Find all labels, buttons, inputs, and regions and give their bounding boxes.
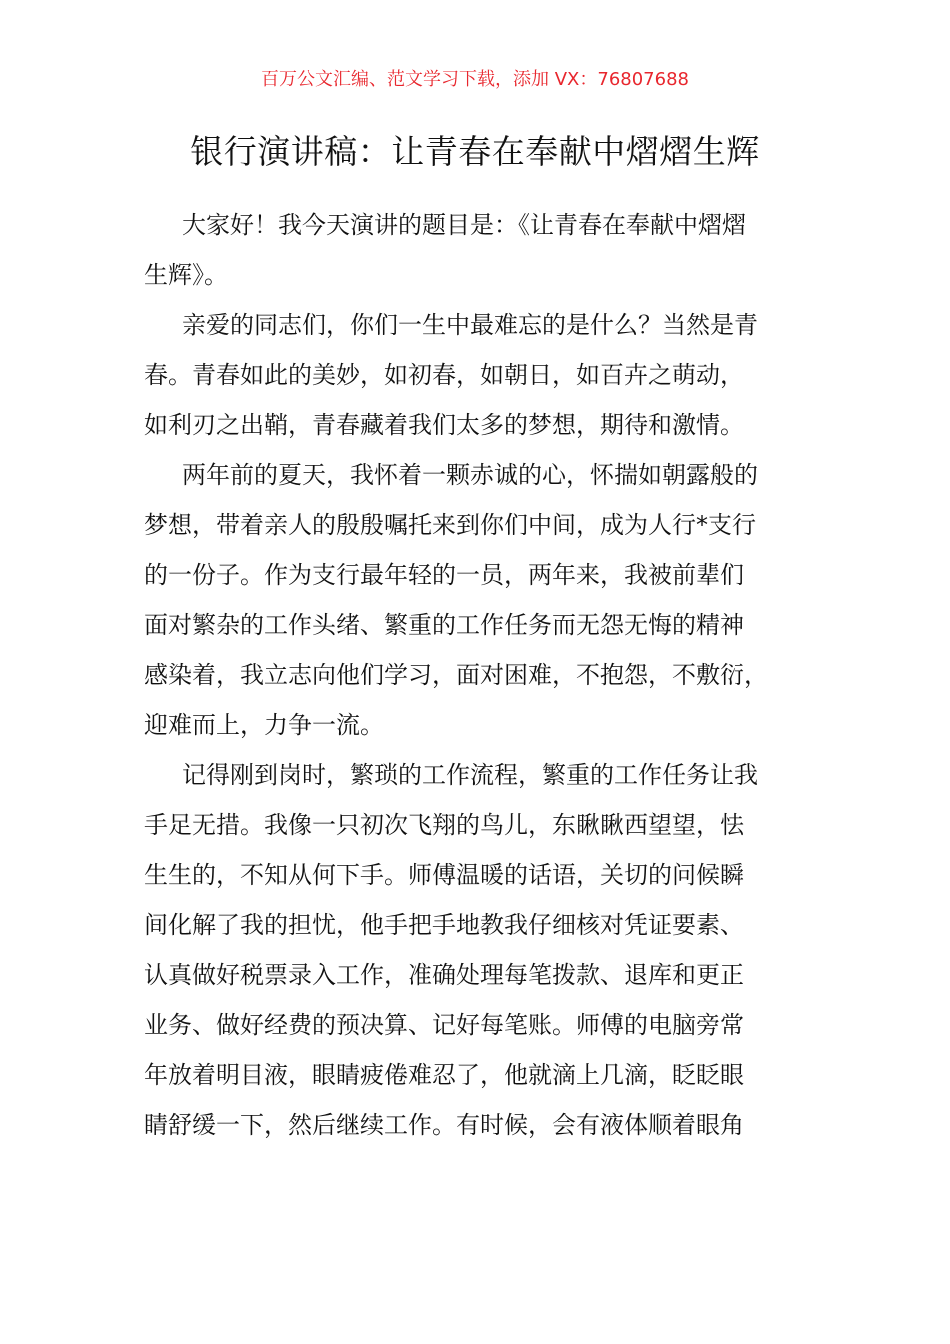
- body-line: 的一份子。作为支行最年轻的一员，两年来，我被前辈们: [144, 561, 744, 589]
- body-line: 手足无措。我像一只初次飞翔的鸟儿，东瞅瞅西望望，怯: [144, 811, 744, 839]
- body-line: 感染着，我立志向他们学习，面对困难，不抱怨，不敷衍，: [144, 661, 768, 689]
- body-line: 年放着明目液，眼睛疲倦难忍了，他就滴上几滴，眨眨眼: [144, 1061, 744, 1089]
- body-line: 两年前的夏天，我怀着一颗赤诚的心，怀揣如朝露般的: [182, 461, 758, 489]
- body-line: 如利刃之出鞘，青春藏着我们太多的梦想，期待和激情。: [144, 411, 744, 439]
- body-line: 生生的，不知从何下手。师傅温暖的话语，关切的问候瞬: [144, 861, 744, 889]
- body-line: 春。青春如此的美妙，如初春，如朝日，如百卉之萌动，: [144, 361, 744, 389]
- body-line: 睛舒缓一下，然后继续工作。有时候，会有液体顺着眼角: [144, 1111, 744, 1139]
- body-line: 迎难而上，力争一流。: [144, 711, 384, 739]
- body-line: 业务、做好经费的预决算、记好每笔账。师傅的电脑旁常: [144, 1011, 744, 1039]
- document-title: 银行演讲稿：让青春在奉献中熠熠生辉: [190, 132, 760, 171]
- body-line: 大家好！我今天演讲的题目是：《让青春在奉献中熠熠: [182, 211, 746, 239]
- body-line: 面对繁杂的工作头绪、繁重的工作任务而无怨无悔的精神: [144, 611, 744, 639]
- document-body: [144, 200, 814, 1150]
- header-watermark-note: 百万公文汇编、范文学习下载，添加 VX：76807688: [261, 69, 689, 90]
- body-line: 亲爱的同志们，你们一生中最难忘的是什么？当然是青: [182, 311, 758, 339]
- body-line: 生辉》。: [144, 261, 228, 289]
- body-line: 间化解了我的担忧，他手把手地教我仔细核对凭证要素、: [144, 911, 744, 939]
- body-line: 认真做好税票录入工作，准确处理每笔拨款、退库和更正: [144, 961, 744, 989]
- body-line: 记得刚到岗时，繁琐的工作流程，繁重的工作任务让我: [182, 761, 758, 789]
- body-line: 梦想，带着亲人的殷殷嘱托来到你们中间，成为人行*支行: [144, 511, 756, 539]
